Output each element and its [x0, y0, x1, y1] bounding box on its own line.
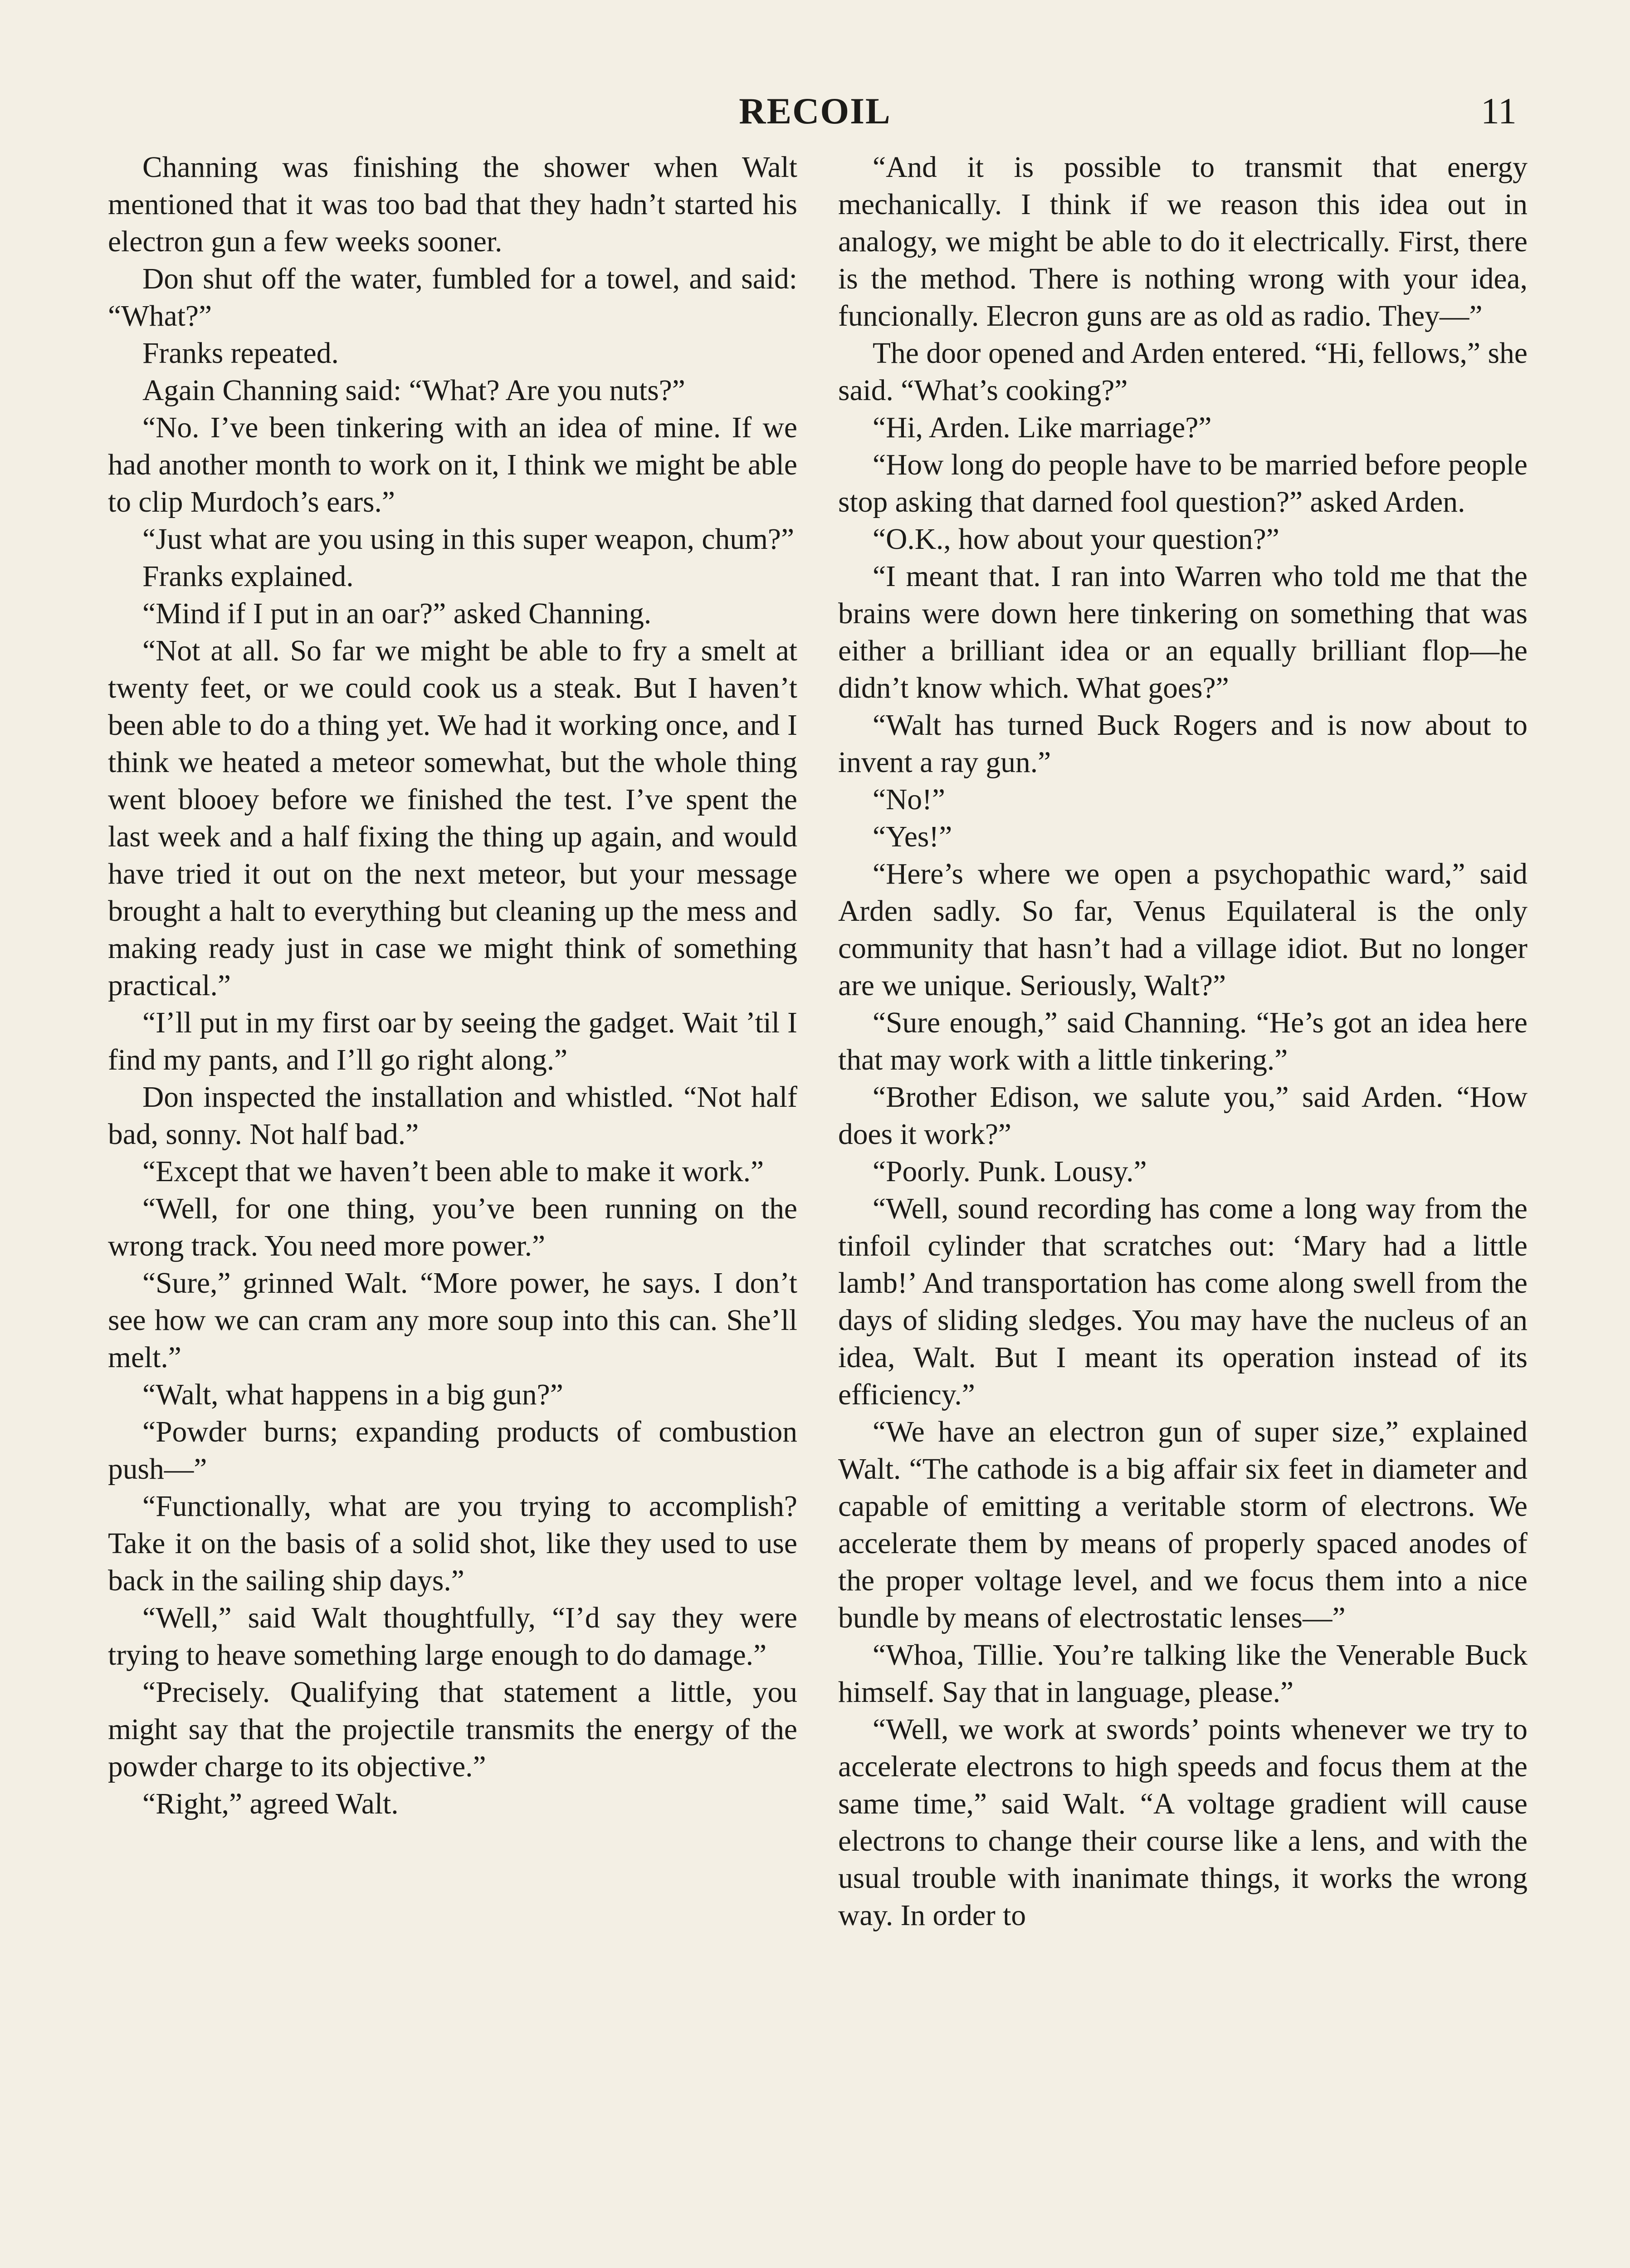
page-number: 11 [1481, 90, 1517, 132]
paragraph: “And it is possible to transmit that energy mechanically. I think if we reason this idea out in analogy, we might be able to do it electrically. First, there is the method. There is nothing wrong with your idea, funcionally. Elecron guns are as old as radio. They—” [838, 151, 1528, 332]
paragraph: “Brother Edison, we salute you,” said Arden. “How does it work?” [838, 1081, 1528, 1151]
paragraph: “I meant that. I ran into Warren who told me that the brains were down here tinkering on something that was either a brilliant idea or an equally brilliant flop—he didn’t know which. What goes?” [838, 560, 1528, 704]
paragraph: “No. I’ve been tinkering with an idea of mine. If we had another month to work on it, I think we might be able to clip Murdoch’s ears.” [108, 411, 797, 518]
right-column [838, 149, 1528, 1934]
paragraph: “Sure,” grinned Walt. “More power, he says. I don’t see how we can cram any more soup into this can. She’ll melt.” [108, 1267, 797, 1374]
paragraph: “Except that we haven’t been able to make it work.” [142, 1155, 764, 1188]
paragraph: “Just what are you using in this super weapon, chum?” [142, 523, 795, 556]
paragraph: “Well,” said Walt thoughtfully, “I’d say they were trying to heave something large enough to do damage.” [108, 1602, 797, 1672]
paragraph: Don shut off the water, fumbled for a towel, and said: “What?” [108, 263, 797, 332]
paragraph: “Walt, what happens in a big gun?” [142, 1378, 563, 1411]
running-title: RECOIL [739, 90, 891, 132]
paragraph: “Hi, Arden. Like marriage?” [873, 411, 1212, 444]
paragraph: “How long do people have to be married before people stop asking that darned fool question?” asked Arden. [838, 449, 1528, 518]
paragraph: “Whoa, Tillie. You’re talking like the Venerable Buck himself. Say that in language, please.” [838, 1639, 1528, 1709]
paragraph: “Well, sound recording has come a long way from the tinfoil cylinder that scratches out: ‘Mary had a little lamb!’ And transportation has come along swell from the days of sliding sledges. You may have the nucleus of an idea, Walt. But I meant its operation instead of its efficiency.” [838, 1193, 1528, 1411]
paragraph: “Precisely. Qualifying that statement a little, you might say that the projectile transmits the energy of the powder charge to its objective.” [108, 1676, 797, 1783]
paragraph: “We have an electron gun of super size,” explained Walt. “The cathode is a big affair six feet in diameter and capable of emitting a veritable storm of electrons. We accelerate them by means of properly spaced anodes of the proper voltage level, and we focus them into a nice bundle by means of electrostatic lenses—” [838, 1416, 1528, 1634]
paragraph: “Yes!” [873, 821, 952, 853]
paragraph: “Sure enough,” said Channing. “He’s got an idea here that may work with a little tinkering.” [838, 1007, 1528, 1076]
paragraph: Franks explained. [142, 560, 354, 593]
paragraph: “Mind if I put in an oar?” asked Channing. [142, 597, 652, 630]
paragraph: “Well, we work at swords’ points whenever we try to accelerate electrons to high speeds and focus them at the same time,” said Walt. “A voltage gradient will cause electrons to change their course like a lens, and with the usual trouble with inanimate things, it works the wrong way. In order to [838, 1713, 1528, 1932]
paragraph: “Poorly. Punk. Lousy.” [873, 1155, 1147, 1188]
paragraph: “Walt has turned Buck Rogers and is now about to invent a ray gun.” [838, 709, 1528, 779]
paragraph: “Functionally, what are you trying to accomplish? Take it on the basis of a solid shot, like they used to use back in the sailing ship days.” [108, 1490, 797, 1597]
paragraph: “Here’s where we open a psychopathic ward,” said Arden sadly. So far, Venus Equilateral is the only community that hasn’t had a village idiot. But no longer are we unique. Seriously, Walt?” [838, 858, 1528, 1002]
paragraph: “Right,” agreed Walt. [142, 1788, 399, 1820]
paragraph: The door opened and Arden entered. “Hi, fellows,” she said. “What’s cooking?” [838, 337, 1528, 407]
paragraph: “Not at all. So far we might be able to fry a smelt at twenty feet, or we could cook us a steak. But I haven’t been able to do a thing yet. We had it working once, and I think we heated a meteor somewhat, but the whole thing went blooey before we finished the test. I’ve spent the last week and a half fixing the thing up again, and would have tried it out on the next meteor, but your message brought a halt to everything but cleaning up the mess and making ready just in case we might think of something practical.” [108, 635, 797, 1002]
paragraph: “I’ll put in my first oar by seeing the gadget. Wait ’til I find my pants, and I’ll go right along.” [108, 1007, 797, 1076]
paragraph: “Powder burns; expanding products of combustion push—” [108, 1416, 797, 1486]
left-column [108, 149, 797, 1823]
paragraph: “No!” [873, 783, 946, 816]
paragraph: Franks repeated. [142, 337, 339, 370]
paragraph: “O.K., how about your question?” [873, 523, 1279, 556]
paragraph: “Well, for one thing, you’ve been running on the wrong track. You need more power.” [108, 1193, 797, 1262]
paragraph: Again Channing said: “What? Are you nuts?” [142, 374, 685, 407]
paragraph: Channing was finishing the shower when Walt mentioned that it was too bad that they hadn’t started his electron gun a few weeks sooner. [108, 151, 797, 258]
page-header [104, 86, 1526, 136]
paragraph: Don inspected the installation and whistled. “Not half bad, sonny. Not half bad.” [108, 1081, 797, 1151]
